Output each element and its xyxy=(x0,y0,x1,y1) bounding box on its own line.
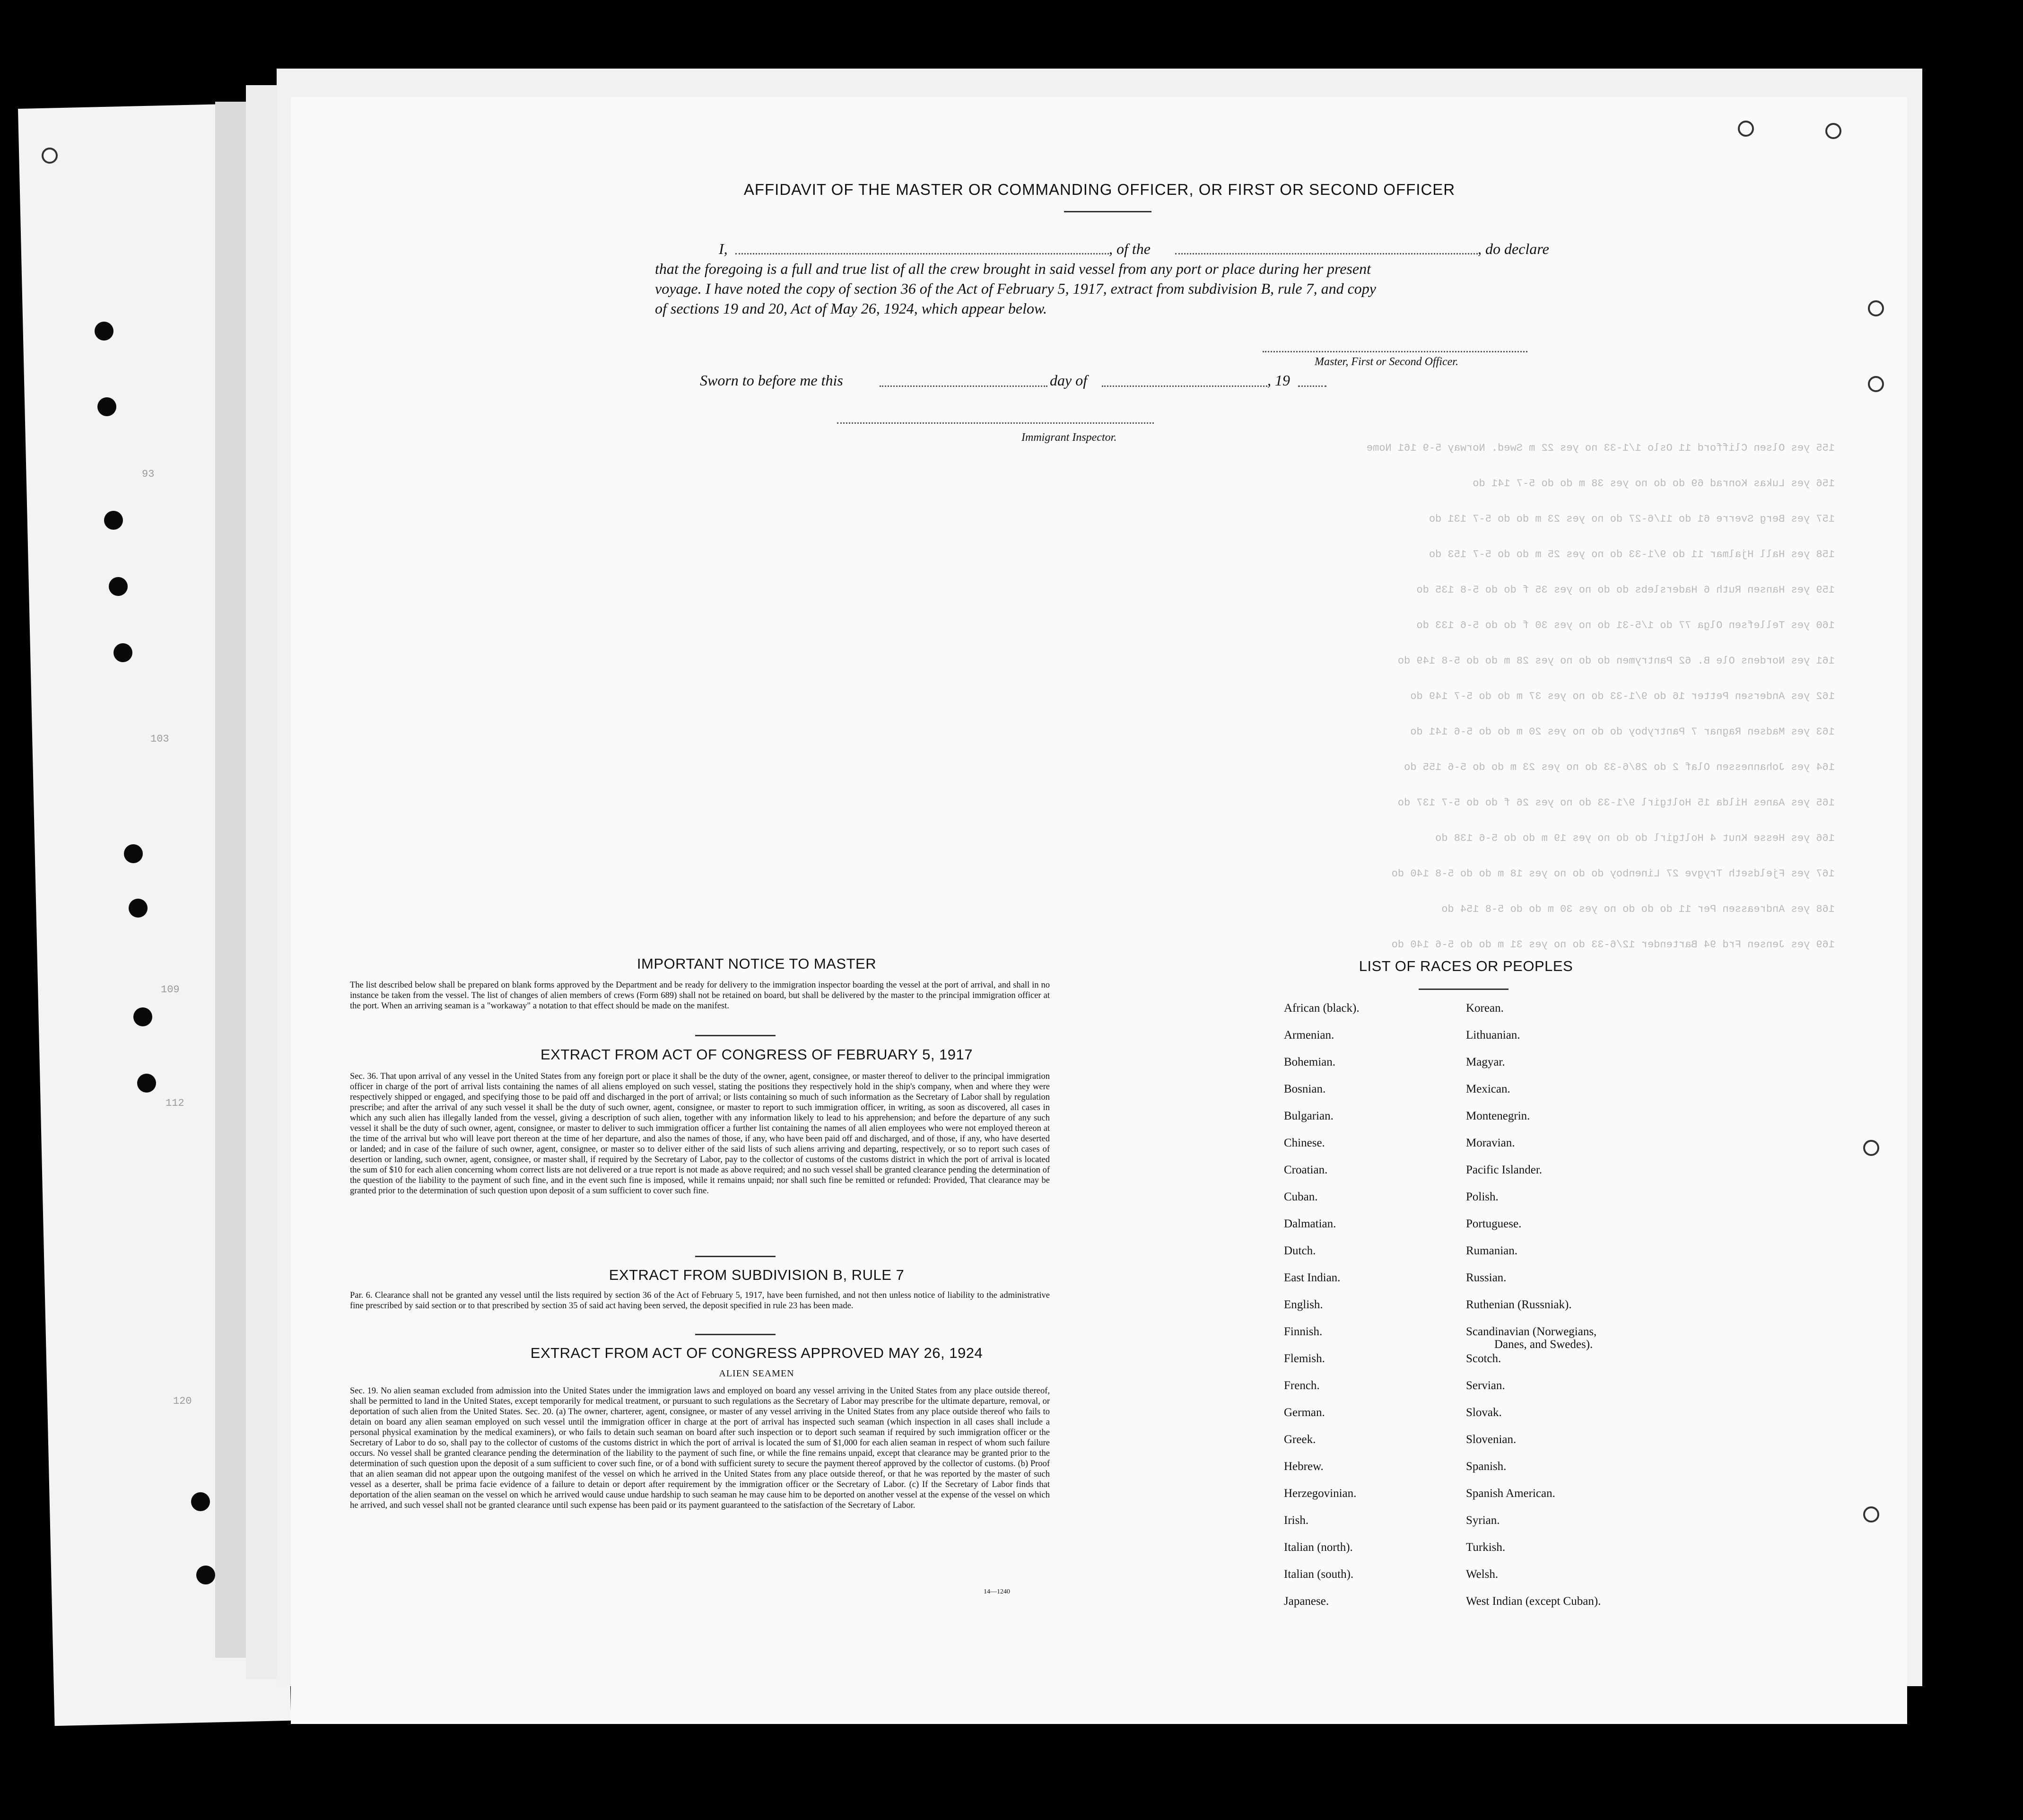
punch-hole xyxy=(191,1492,210,1511)
ghost-row: 161 yes Nordens Ole B. 62 Pantrymen do do no yes 28 m do do 5-8 149 do xyxy=(1397,655,1835,667)
rule7-text: Par. 6. Clearance shall not be granted any vessel until the lists required by section 36 of the Act of February 5, 1917, have been furnished, and not then unless notice of liability to the administrative fine prescribed by said section or to that prescribed by section 35 of said act having been served, the deposit specified in rule 23 has been made. xyxy=(350,1291,1050,1311)
race-item: Portuguese. xyxy=(1466,1217,1522,1230)
title-rule xyxy=(1064,211,1151,212)
declaration-i: I, xyxy=(719,240,728,257)
strip-row-number: 93 xyxy=(142,468,155,480)
race-item: African (black). xyxy=(1284,1002,1360,1015)
ghost-row: 165 yes Aanes Hilda 15 Holtgirl 9/1-33 do no yes 26 f do do 5-7 137 do xyxy=(1397,797,1835,809)
notice-heading: IMPORTANT NOTICE TO MASTER xyxy=(637,955,877,972)
race-item: Ruthenian (Russniak). xyxy=(1466,1298,1572,1311)
race-item: Polish. xyxy=(1466,1190,1499,1203)
section-rule xyxy=(695,1035,776,1036)
declaration-of-the: , of the xyxy=(1109,240,1151,257)
signature-field[interactable] xyxy=(1263,351,1527,352)
race-item: Japanese. xyxy=(1284,1595,1329,1608)
race-item: Mexican. xyxy=(1466,1083,1510,1095)
punch-hole xyxy=(129,899,148,918)
hole-ring xyxy=(1738,121,1754,137)
race-item: Armenian. xyxy=(1284,1029,1334,1041)
strip-row-number: 109 xyxy=(161,984,180,996)
race-item: Turkish. xyxy=(1466,1541,1506,1554)
hole-ring xyxy=(1825,123,1841,139)
race-item: Korean. xyxy=(1466,1002,1504,1015)
ghost-row: 162 yes Andersen Petter 16 do 9/1-33 do no yes 37 m do do 5-7 149 do xyxy=(1410,691,1835,702)
race-item: Lithuanian. xyxy=(1466,1029,1520,1041)
race-item: Irish. xyxy=(1284,1514,1309,1527)
ghost-row: 169 yes Jensen Frd 94 Bartender 12/6-33 do no yes 31 m do do 5-6 140 do xyxy=(1391,939,1835,951)
hole-ring xyxy=(42,148,58,164)
race-item: East Indian. xyxy=(1284,1271,1341,1284)
punch-hole xyxy=(124,844,143,863)
ghost-row: 156 yes Lukas Konrad 69 do do no yes 38 m do do 5-7 141 do xyxy=(1473,478,1835,490)
declaration-line-2: that the foregoing is a full and true list of all the crew brought in said vessel from any port or place during her present xyxy=(655,260,1371,277)
signature-caption: Master, First or Second Officer. xyxy=(1315,356,1458,368)
race-item: Magyar. xyxy=(1466,1056,1505,1068)
races-rule xyxy=(1419,989,1509,990)
race-item: Slovenian. xyxy=(1466,1433,1517,1446)
race-item: Flemish. xyxy=(1284,1352,1325,1365)
race-item: Syrian. xyxy=(1466,1514,1500,1527)
race-item: Dalmatian. xyxy=(1284,1217,1336,1230)
race-item: Servian. xyxy=(1466,1379,1505,1392)
section-rule xyxy=(695,1256,776,1257)
race-item: Chinese. xyxy=(1284,1137,1325,1149)
hole-ring xyxy=(1863,1506,1879,1522)
race-item: Pacific Islander. xyxy=(1466,1164,1543,1176)
declaration-do-declare: , do declare xyxy=(1478,240,1549,257)
race-item: Herzegovinian. xyxy=(1284,1487,1357,1500)
sworn-year-field[interactable] xyxy=(1298,385,1326,387)
races-heading: LIST OF RACES OR PEOPLES xyxy=(1359,958,1573,974)
race-item: Italian (south). xyxy=(1284,1568,1354,1581)
race-item: Slovak. xyxy=(1466,1406,1502,1419)
inspector-caption: Immigrant Inspector. xyxy=(1021,431,1117,444)
section-rule xyxy=(695,1334,776,1335)
ghost-row: 159 yes Hansen Ruth 6 Haderslebs do do no yes 35 f do do 5-8 135 do xyxy=(1416,584,1835,596)
ghost-row: 167 yes Fjeldseth Trygve 27 Linenboy do do no yes 18 m do do 5-8 140 do xyxy=(1391,868,1835,880)
race-item-continuation: Danes, and Swedes). xyxy=(1494,1338,1593,1351)
race-item: Bosnian. xyxy=(1284,1083,1326,1095)
alien-seamen-subheading: ALIEN SEAMEN xyxy=(719,1368,794,1379)
extract-1917-heading: EXTRACT FROM ACT OF CONGRESS OF FEBRUARY 5, 1917 xyxy=(540,1046,973,1063)
punch-hole xyxy=(104,511,123,530)
race-item: German. xyxy=(1284,1406,1325,1419)
ghost-row: 163 yes Madsen Ragnar 7 Pantryboy do do no yes 20 m do do 5-6 141 do xyxy=(1410,726,1835,738)
punch-hole xyxy=(109,577,128,596)
name-field[interactable] xyxy=(735,253,1109,254)
extract-1924-heading: EXTRACT FROM ACT OF CONGRESS APPROVED MAY 26, 1924 xyxy=(530,1345,983,1361)
sworn-text: Sworn to before me this xyxy=(700,372,843,389)
race-item: Finnish. xyxy=(1284,1325,1323,1338)
ghost-row: 157 yes Berg Sverre 61 do 11/6-27 do no yes 23 m do do 5-7 131 do xyxy=(1429,513,1835,525)
punch-hole xyxy=(137,1074,156,1093)
ghost-row: 158 yes Hall Hjalmar 11 do 9/1-33 do no yes 25 m do do 5-7 153 do xyxy=(1429,549,1835,560)
sworn-day-field[interactable] xyxy=(880,385,1047,387)
strip-row-number: 112 xyxy=(166,1097,184,1109)
race-item: Spanish. xyxy=(1466,1460,1507,1473)
punch-hole xyxy=(97,397,116,416)
ghost-row: 168 yes Andreassen Per 11 do do do no yes 30 m do do 5-8 154 do xyxy=(1441,903,1835,915)
race-item: Italian (north). xyxy=(1284,1541,1353,1554)
race-item: Hebrew. xyxy=(1284,1460,1324,1473)
race-item: Bohemian. xyxy=(1284,1056,1336,1068)
race-item: English. xyxy=(1284,1298,1323,1311)
rule7-heading: EXTRACT FROM SUBDIVISION B, RULE 7 xyxy=(609,1267,905,1283)
race-item: Montenegrin. xyxy=(1466,1110,1530,1122)
race-item: Moravian. xyxy=(1466,1137,1515,1149)
sworn-year: , 19 xyxy=(1267,372,1290,389)
strip-row-number: 103 xyxy=(150,733,169,745)
extract-1924-text: Sec. 19. No alien seaman excluded from admission into the United States under the immigration laws and employed on board any vessel arriving in the United States from any place outside thereof, shall be permitted to land in the United States, except temporarily for medical treatment, or pursuant to such regulations as the Secretary of Labor may prescribe for the ultimate departure, removal, or deportation of such alien from the United States. Sec. 20. (a) The owner, charterer, agent, consignee, or master of any vessel arriving in the United States from any place outside thereof who fails to detain on board any alien seaman employed on such vessel until the immigration officer in charge at the port of arrival has inspected such seaman (which inspection in all cases shall include a personal physical examination by the medical examiners), or who fails to detain such seaman on board after such inspection or to deport such seaman if required by such immigration officer or the Secretary of Labor to do so, shall pay to the collector of customs of the customs district in which the port of arrival is located the sum of $1,000 for each alien seaman in respect of whom such failure occurs. No vessel shall be granted clearance pending the determination of the liability to the payment of such fine, or while the fine remains unpaid, except that clearance may be granted prior to the determination of such question upon the deposit of a sum sufficient to cover such fine, or of a bond with sufficient surety to secure the payment thereof approved by the collector of customs. (b) Proof that an alien seaman did not appear upon the outgoing manifest of the vessel on which he arrived in the United States from any place outside thereof, or that he was reported by the master of such vessel as a deserter, shall be prima facie evidence of a failure to detain or deport after requirement by the immigration officer or the Secretary of Labor. (c) If the Secretary of Labor finds that deportation of the alien seaman on the vessel on which he arrived would cause undue hardship to such seaman he may cause him to be deported on another vessel at the expense of the vessel on which he arrived, and such vessel shall not be granted clearance until such expense has been paid or its payment guaranteed to the satisfaction of the Secretary of Labor. xyxy=(350,1386,1050,1510)
declaration-line-3: voyage. I have noted the copy of section 36 of the Act of February 5, 1917, extract from subdivision B, rule 7, and copy xyxy=(655,280,1376,297)
extract-1917-text: Sec. 36. That upon arrival of any vessel in the United States from any foreign port or place it shall be the duty of the owner, agent, consignee, or master thereof to deliver to the principal immigration officer in charge of the port of arrival lists containing the names of all aliens employed on such vessel, stating the positions they respectively hold in the ship's company, when and where they were respectively shipped or engaged, and specifying those to be paid off and discharged in the port of arrival; or lists containing so much of such information as the Secretary of Labor shall by regulation prescribe; and after the arrival of any such vessel it shall be the duty of such owner, agent, consignee, or master to report to such immigration officer, in writing, as soon as discovered, all cases in which any such alien has illegally landed from the vessel, giving a description of such alien, together with any information likely to lead to his apprehension; and before the departure of any such vessel it shall be the duty of such owner, agent, consignee, or master to deliver to such immigration officer a further list containing the names of all alien employees who were not employed thereon at the time of the arrival but who will leave port thereon at the time of her departure, and also the names of those, if any, who have been paid off and discharged, and of those, if any, who have deserted or landed; and in case of the failure of such owner, agent, consignee, or master so to deliver either of the said lists of such aliens arriving and departing, respectively, or so to report such cases of desertion or landing, such owner, agent, consignee, or master shall, if required by the Secretary of Labor, pay to the collector of customs of the customs district in which the port of arrival is located the sum of $10 for each alien concerning whom correct lists are not delivered or a true report is not made as above required; and no such vessel shall be granted clearance pending the determination of the question of the liability to the payment of such fine, and in the event such fine is imposed, while it remains unpaid; nor shall such fine be remitted or refunded: Provided, That clearance may be granted prior to the determination of such question upon deposit of a sum sufficient to cover such fine. xyxy=(350,1072,1050,1196)
race-item: Greek. xyxy=(1284,1433,1316,1446)
bleed-through-rows xyxy=(520,442,1835,1033)
punch-hole xyxy=(95,322,113,341)
race-item: Dutch. xyxy=(1284,1244,1316,1257)
form-number: 14—1240 xyxy=(984,1588,1010,1595)
race-item: Cuban. xyxy=(1284,1190,1318,1203)
vessel-field[interactable] xyxy=(1175,253,1478,254)
race-item: West Indian (except Cuban). xyxy=(1466,1595,1601,1608)
hole-ring xyxy=(1868,376,1884,392)
race-item: Rumanian. xyxy=(1466,1244,1518,1257)
punch-hole xyxy=(196,1566,215,1584)
sworn-month-field[interactable] xyxy=(1102,385,1267,387)
ghost-row: 166 yes Hesse Knut 4 Holtgirl do do no yes 19 m do do 5-6 138 do xyxy=(1435,832,1835,844)
punch-hole xyxy=(113,643,132,662)
race-item: Bulgarian. xyxy=(1284,1110,1334,1122)
affidavit-title: AFFIDAVIT OF THE MASTER OR COMMANDING OFFICER, OR FIRST OR SECOND OFFICER xyxy=(743,181,1456,198)
race-item: Scotch. xyxy=(1466,1352,1501,1365)
declaration-line-4: of sections 19 and 20, Act of May 26, 1924, which appear below. xyxy=(655,300,1047,317)
race-item: Russian. xyxy=(1466,1271,1507,1284)
race-item: Scandinavian (Norwegians, xyxy=(1466,1325,1597,1338)
punch-hole xyxy=(133,1007,152,1026)
hole-ring xyxy=(1868,300,1884,316)
ghost-row: 160 yes Tellefsen Olga 77 do 1/5-31 do no yes 30 f do do 5-6 133 do xyxy=(1416,620,1835,631)
race-item: Croatian. xyxy=(1284,1164,1328,1176)
hole-ring xyxy=(1863,1140,1879,1156)
inspector-signature-field[interactable] xyxy=(837,422,1154,424)
notice-text: The list described below shall be prepared on blank forms approved by the Department and be ready for delivery to the immigration inspector boarding the vessel at the port of arrival, and shall in no instance be taken from the vessel. The list of changes of alien members of crews (Form 689) shall not be retained on board, but shall be delivered by the master to the principal immigration officer at the port. When an arriving seaman is a "workaway" a notation to that effect should be made on the manifest. xyxy=(350,980,1050,1011)
strip-row-number: 120 xyxy=(173,1395,192,1407)
ghost-row: 155 yes Olsen Clifford 11 Oslo 1/1-33 no yes 22 m Swed. Norway 5-9 161 Nome xyxy=(1366,442,1835,454)
ghost-row: 164 yes Johannessen Olaf 2 do 28/6-33 do no yes 23 m do do 5-6 155 do xyxy=(1404,761,1835,773)
race-item: French. xyxy=(1284,1379,1320,1392)
sworn-day-of: day of xyxy=(1050,372,1088,389)
race-item: Welsh. xyxy=(1466,1568,1499,1581)
race-item: Spanish American. xyxy=(1466,1487,1555,1500)
